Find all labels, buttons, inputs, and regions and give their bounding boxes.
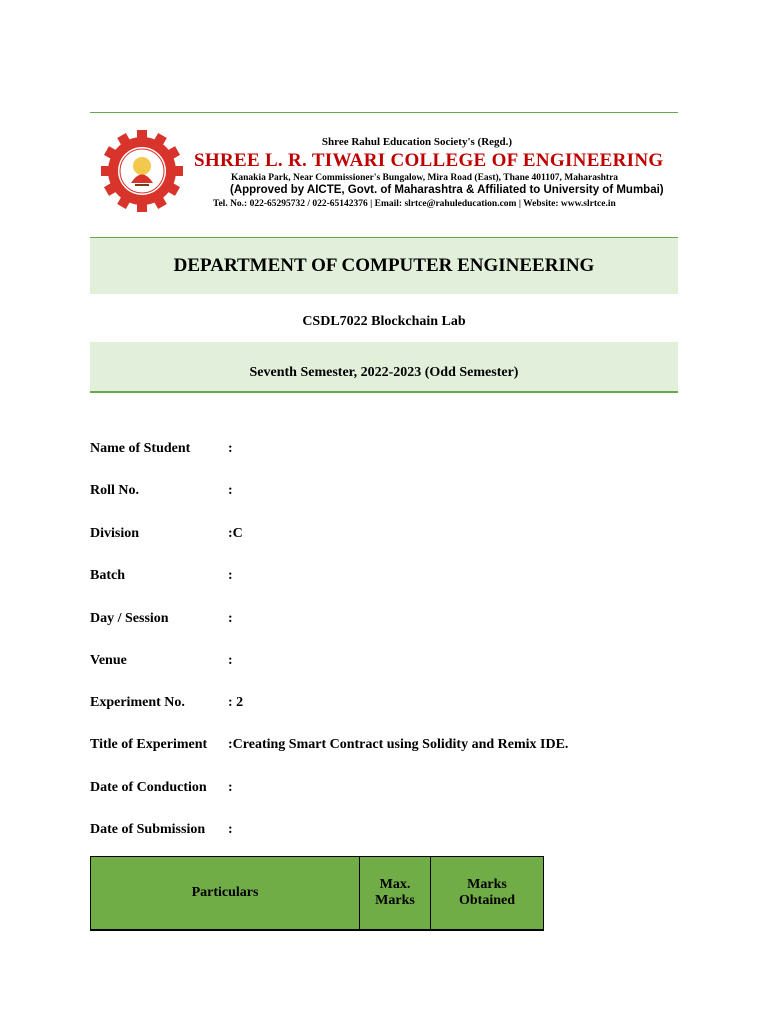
- header-obt-line2: Obtained: [458, 893, 515, 908]
- field-label: Division: [90, 526, 140, 541]
- department-title: DEPARTMENT OF COMPUTER ENGINEERING: [173, 255, 595, 276]
- department-band: [90, 237, 678, 294]
- field-label: Experiment No.: [90, 695, 185, 710]
- field-value: :: [228, 611, 233, 626]
- field-venue: [90, 653, 650, 669]
- header-particulars: Particulars: [91, 857, 360, 931]
- field-label: Date of Submission: [90, 822, 206, 837]
- header-marks-obtained: [431, 857, 544, 931]
- field-label: Title of Experiment: [90, 737, 208, 752]
- semester-title: Seventh Semester, 2022-2023 (Odd Semester): [249, 365, 519, 380]
- semester-band: [90, 342, 678, 393]
- approval-line: (Approved by AICTE, Govt. of Maharashtra & Affiliated to University of Mumbai): [230, 184, 664, 196]
- course-title: CSDL7022 Blockchain Lab: [302, 314, 466, 329]
- college-name: SHREE L. R. TIWARI COLLEGE OF ENGINEERING: [194, 150, 664, 171]
- field-value: :Creating Smart Contract using Solidity and Remix IDE.: [228, 737, 569, 752]
- field-value: :: [228, 441, 233, 456]
- field-value: :: [228, 822, 233, 837]
- field-value: :: [228, 483, 233, 498]
- field-value: :C: [228, 526, 243, 541]
- header-max-line1: Max.: [379, 877, 411, 892]
- field-value: :: [228, 780, 233, 795]
- marks-table: [90, 856, 544, 931]
- field-day-session: [90, 611, 650, 627]
- marks-header-row: [91, 857, 544, 931]
- field-batch: [90, 568, 650, 584]
- header-max-marks: [360, 857, 431, 931]
- field-date-of-conduction: [90, 780, 650, 796]
- field-title-of-experiment: [90, 737, 650, 753]
- field-value: : 2: [228, 695, 244, 710]
- field-label: Venue: [90, 653, 127, 668]
- field-value: :: [228, 568, 233, 583]
- field-experiment-no: [90, 695, 650, 711]
- field-label: Date of Conduction: [90, 780, 207, 795]
- field-date-of-submission: [90, 822, 650, 838]
- field-label: Roll No.: [90, 483, 139, 498]
- contact-line: Tel. No.: 022-65295732 / 022-65142376 | Email: slrtce@rahuleducation.com | Website: www.slrtce.in: [213, 199, 616, 209]
- field-name-of-student: [90, 441, 650, 457]
- field-value: :: [228, 653, 233, 668]
- field-label: Name of Student: [90, 441, 191, 456]
- top-rule: [90, 112, 678, 113]
- field-label: Batch: [90, 568, 125, 583]
- header-max-line2: Marks: [375, 893, 415, 908]
- header-obt-line1: Marks: [467, 877, 507, 892]
- college-address: Kanakia Park, Near Commissioner's Bungalow, Mira Road (East), Thane 401107, Maharashtra: [231, 173, 619, 183]
- field-roll-no: [90, 483, 650, 499]
- society-name: Shree Rahul Education Society's (Regd.): [321, 136, 513, 148]
- field-label: Day / Session: [90, 611, 169, 626]
- field-division: [90, 526, 650, 542]
- college-header: [190, 136, 680, 209]
